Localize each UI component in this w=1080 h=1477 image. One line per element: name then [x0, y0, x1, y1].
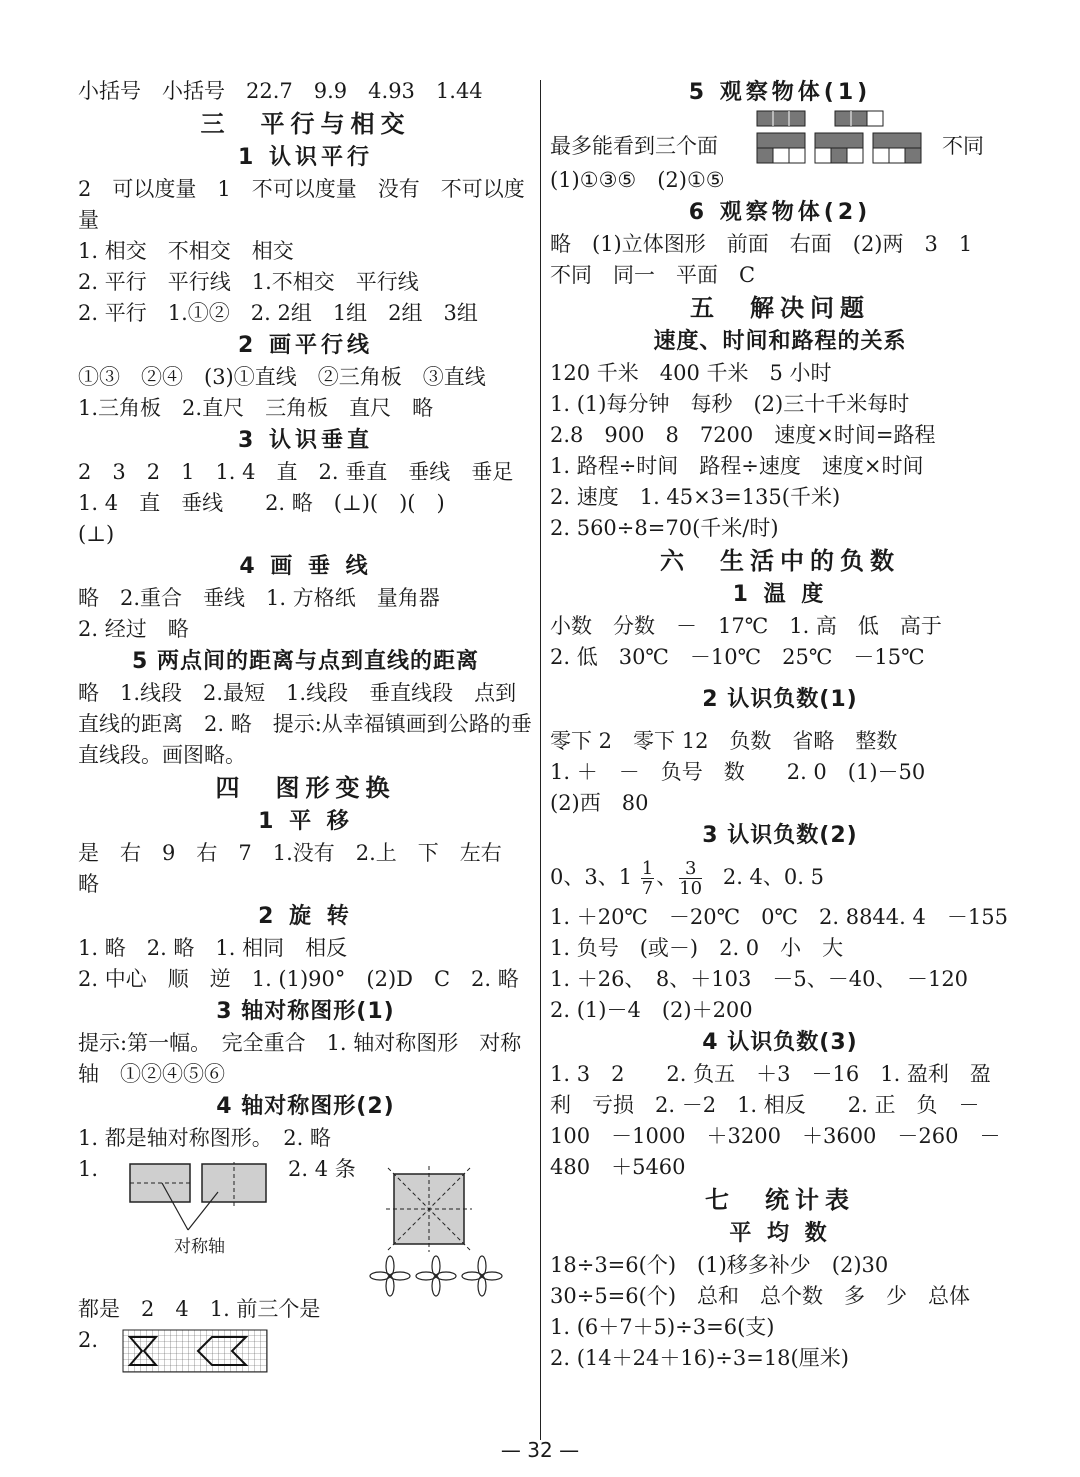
grid-figure [122, 1329, 270, 1375]
top-view-figures [755, 109, 895, 129]
answer-line: 2. (14＋24＋16)÷3=18(厘米) [550, 1346, 849, 1370]
answer-line: 2. 560÷8=70(千米/时) [550, 516, 779, 540]
chapter-heading: 七 统计表 [705, 1186, 855, 1214]
section-heading: 2 画平行线 [238, 333, 373, 358]
section-heading: 2 旋 转 [258, 904, 353, 929]
rectangles-axis-figure [128, 1162, 273, 1242]
section-heading: 3 认识垂直 [238, 428, 373, 453]
grid-figure-row [78, 1325, 533, 1375]
answer-paragraph: 略 (1)立体图形 前面 右面 (2)两 3 1 不同 同一 平面 C [550, 232, 994, 287]
answer-line: 1.三角板 2.直尺 三角板 直尺 略 [78, 396, 434, 420]
answer-line: 1. ＋26、 8、＋103 －5、－40、 －120 [550, 967, 969, 991]
chapter-heading: 五 解决问题 [690, 294, 870, 322]
section-heading: 速度、时间和路程的关系 [653, 329, 907, 354]
column-divider [540, 80, 541, 1440]
flower-figures [368, 1254, 508, 1300]
square-axes-figure [384, 1164, 474, 1254]
answer-line: 1. (6＋7＋5)÷3=6(支) [550, 1315, 775, 1339]
answer-line: 零下 2 零下 12 负数 省略 整数 [550, 729, 898, 753]
section-heading: 3 认识负数(2) [702, 823, 858, 848]
fraction [679, 859, 702, 898]
answer-line: 1. 4 直 垂线 2. 略 (⊥)( )( ) [78, 491, 445, 515]
section-heading: 3 轴对称图形(1) [216, 999, 395, 1024]
answer-line: 1. ＋20℃ －20℃ 0℃ 2. 8844. 4 －155 [550, 905, 1008, 929]
answer-line: 2.8 900 8 7200 速度×时间=路程 [550, 423, 936, 447]
answer-line: 2. 平行 平行线 1.不相交 平行线 [78, 270, 419, 294]
answer-line: 最多能看到三个面 [550, 134, 718, 158]
answer-line: 都是 2 4 1. 前三个是 [78, 1297, 321, 1321]
answer-line: 小括号 小括号 22.7 9.9 4.93 1.44 [78, 79, 483, 103]
answer-paragraph: 是 右 9 右 7 1.没有 2.上 下 左右 略 [78, 841, 523, 896]
section-heading: 4 认识负数(3) [702, 1030, 858, 1055]
answer-line: 2. 中心 顺 逆 1. (1)90° (2)D C 2. 略 [78, 967, 519, 991]
fraction-numerator: 1 [641, 858, 654, 879]
answer-paragraph: 1. 3 2 2. 负五 ＋3 －16 1. 盈利 盈利 亏损 2. －2 1. 相反 2. 正 负 －100 －1000 ＋3200 ＋3600 －260 －480 ＋5460 [550, 1062, 1001, 1179]
answer-line: 1. 相交 不相交 相交 [78, 239, 294, 263]
section-heading: 1 温 度 [732, 582, 828, 607]
answer-line: 1. ＋ － 负号 数 2. 0 (1)－50 [550, 760, 926, 784]
left-column [78, 76, 533, 1375]
answer-text: 2. 4、0. 5 [722, 865, 824, 889]
answer-line: ①③ ②④ (3)①直线 ②三角板 ③直线 [78, 365, 486, 389]
section-heading: 4 轴对称图形(2) [216, 1094, 395, 1119]
answer-line: 2. [78, 1328, 99, 1352]
answer-line: 2. 经过 略 [78, 617, 189, 641]
observe-objects-row [550, 109, 1010, 165]
answer-line: 1. 略 2. 略 1. 相同 相反 [78, 936, 348, 960]
answer-line: 2. 低 30℃ －10℃ 25℃ －15℃ [550, 645, 925, 669]
answer-line: 1. 都是轴对称图形。 2. 略 [78, 1126, 331, 1150]
answer-line: 1. [78, 1157, 99, 1181]
section-heading: 5 观察物体(1) [688, 80, 872, 105]
chapter-heading: 四 图形变换 [215, 774, 396, 802]
symmetry-figures [78, 1154, 533, 1294]
separator: 、 [656, 865, 678, 889]
answer-paragraph: 略 1.线段 2.最短 1.线段 垂直线段 点到直线的距离 2. 略 提示:从幸福镇画到公路的垂直线段。画图略。 [78, 681, 532, 767]
fraction-answer-line [550, 852, 1010, 902]
answer-line: 2. 速度 1. 45×3=135(千米) [550, 485, 841, 509]
answer-line: 不同 [942, 134, 984, 158]
answer-line: 2 3 2 1 1. 4 直 2. 垂直 垂线 垂足 [78, 460, 514, 484]
view-figures [755, 131, 935, 165]
answer-line: 1. 路程÷时间 路程÷速度 速度×时间 [550, 454, 924, 478]
right-column [550, 76, 1010, 1374]
fraction-denominator: 10 [679, 878, 703, 899]
chapter-heading: 六 生活中的负数 [660, 547, 900, 575]
section-heading: 1 认识平行 [238, 145, 373, 170]
answer-line: (1)①③⑤ (2)①⑤ [550, 168, 725, 192]
answer-paragraph: 提示:第一幅。 完全重合 1. 轴对称图形 对称轴 ①②④⑤⑥ [78, 1031, 522, 1086]
answer-text: 0、3、1 [550, 865, 633, 889]
section-heading: 平 均 数 [729, 1221, 831, 1246]
answer-line: (⊥) [78, 522, 115, 546]
section-heading: 1 平 移 [258, 809, 353, 834]
chapter-heading: 三 平行与相交 [200, 110, 411, 138]
section-heading: 5 两点间的距离与点到直线的距离 [132, 649, 479, 674]
answer-line: 2. (1)－4 (2)＋200 [550, 998, 753, 1022]
answer-line: 2. 4 条 [288, 1157, 356, 1181]
axis-label: 对称轴 [174, 1237, 225, 1257]
fraction-denominator: 7 [641, 878, 654, 899]
answer-line: 1. 负号 (或－) 2. 0 小 大 [550, 936, 844, 960]
page-number: — 32 — [500, 1438, 580, 1462]
section-heading: 6 观察物体(2) [688, 200, 872, 225]
answer-line: 1. (1)每分钟 每秒 (2)三十千米每时 [550, 392, 910, 416]
answer-line: (2)西 80 [550, 791, 649, 815]
section-heading: 2 认识负数(1) [702, 687, 858, 712]
fraction-numerator: 3 [679, 859, 702, 879]
section-heading: 4 画 垂 线 [239, 554, 372, 579]
answer-line: 120 千米 400 千米 5 小时 [550, 361, 832, 385]
answer-paragraph: 18÷3=6(个) (1)移多补少 (2)30 30÷5=6(个) 总和 总个数 多 少 总体 [550, 1253, 971, 1308]
answer-line: 2. 平行 1.①② 2. 2组 1组 2组 3组 [78, 301, 478, 325]
fraction [641, 859, 654, 898]
answer-line: 2 可以度量 1 不可以度量 没有 不可以度量 [78, 177, 525, 232]
answer-line: 小数 分数 － 17℃ 1. 高 低 高于 [550, 614, 942, 638]
answer-line: 略 2.重合 垂线 1. 方格纸 量角器 [78, 586, 440, 610]
